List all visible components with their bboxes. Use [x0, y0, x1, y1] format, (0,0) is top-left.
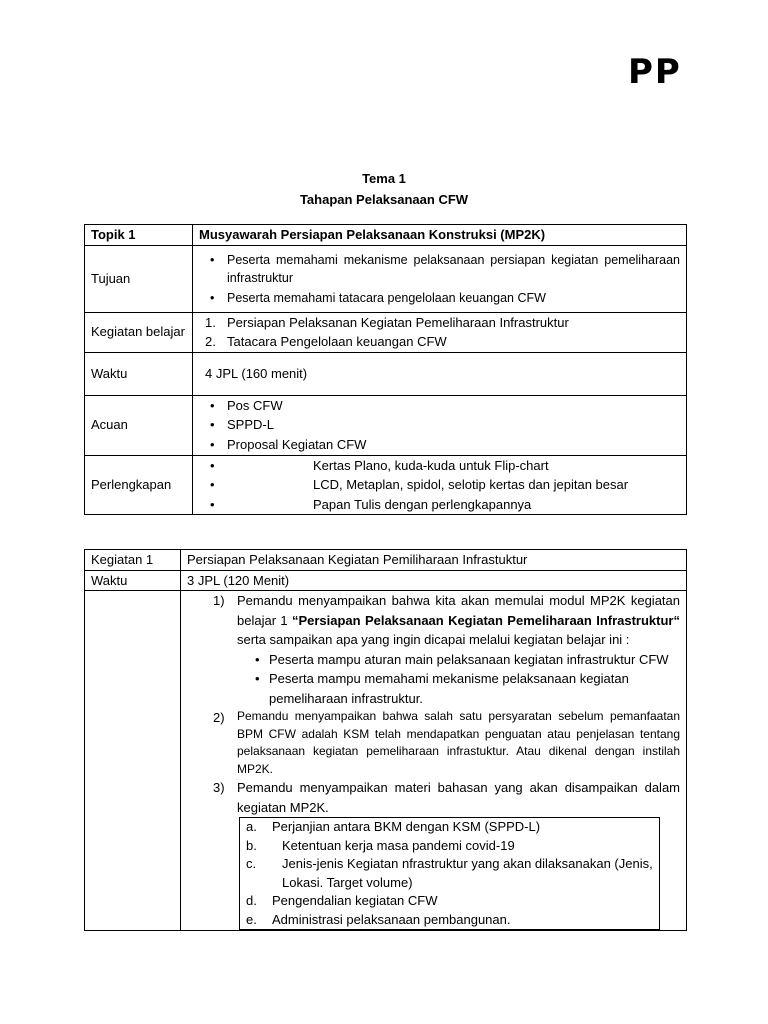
step-bullet: • Peserta mampu memahami mekanisme pelaksanaan kegiatan pemeliharaan infrastruktur.	[251, 669, 680, 708]
logo: PP	[628, 52, 682, 92]
equipment-item: • Papan Tulis dengan perlengkapannya	[199, 495, 680, 515]
reference-item: • Proposal Kegiatan CFW	[199, 435, 680, 455]
topic-value: Musyawarah Persiapan Pelaksanaan Konstruksi (MP2K)	[193, 225, 687, 246]
material-item: c. Jenis-jenis Kegiatan nfrastruktur yang akan dilaksanakan (Jenis, Lokasi. Target volume)	[246, 856, 653, 890]
material-box	[239, 817, 660, 930]
equipment-cell	[193, 455, 687, 515]
objective-item: • Peserta memahami mekanisme pelaksanaan persiapan kegiatan pemeliharaan infrastruktur	[199, 251, 680, 287]
activity-list	[199, 313, 680, 352]
step-text: Pemandu menyampaikan bahwa salah satu persyaratan sebelum pemanfaatan BPM CFW adalah KSM telah mendapatkan penguatan atau penjelasan tentang pelaksanaan kegiatan pemeliharaan infrastuktur. Atau dikenal dengan instilah MP2K.	[237, 709, 680, 776]
activity1-duration-value: 3 JPL (120 Menit)	[181, 570, 687, 591]
equipment-item: • Kertas Plano, kuda-kuda untuk Flip-chart	[199, 456, 680, 476]
step-item: 3) Pemandu menyampaikan materi bahasan yang akan disampaikan dalam kegiatan MP2K. a. Perjanjian antara BKM dengan KSM (SPPD-L) b. Ketentuan kerja masa pandemi covid-19 c. Jenis-jenis Kegiatan nfrastruktur yang akan dilaksanakan (Jenis, Lokasi. Target volume) d. Pengendalian kegiatan CFW e. Administrasi pelaksanaan pembangunan.	[213, 778, 680, 930]
objective-cell	[193, 245, 687, 312]
material-item: a. Perjanjian antara BKM dengan KSM (SPPD-L)	[246, 819, 541, 834]
reference-item: • SPPD-L	[199, 415, 680, 435]
duration-label: Waktu	[85, 352, 193, 395]
topic-label: Topik 1	[85, 225, 193, 246]
activity-item: 1. Persiapan Pelaksanan Kegiatan Pemeliharaan Infrastruktur	[205, 314, 569, 330]
theme-number: Tema 1	[362, 171, 406, 186]
material-item: d. Pengendalian kegiatan CFW	[246, 893, 438, 908]
step-bullet: • Peserta mampu aturan main pelaksanaan kegiatan infrastruktur CFW	[251, 650, 680, 670]
topic-table	[84, 224, 687, 515]
objective-list	[199, 251, 680, 307]
activity-label: Kegiatan belajar	[85, 312, 193, 352]
reference-list	[199, 396, 680, 455]
activity-item: 2. Tatacara Pengelolaan keuangan CFW	[205, 334, 447, 349]
steps-list	[181, 591, 686, 930]
reference-cell	[193, 395, 687, 455]
theme-title: Tahapan Pelaksanaan CFW	[299, 192, 469, 207]
steps-cell	[181, 591, 687, 931]
objective-label: Tujuan	[85, 245, 193, 312]
step-text: Pemandu menyampaikan materi bahasan yang akan disampaikan dalam kegiatan MP2K.	[237, 780, 680, 815]
reference-item: • Pos CFW	[199, 396, 680, 416]
activity-cell	[193, 312, 687, 352]
step-item: 1) Pemandu menyampaikan bahwa kita akan memulai modul MP2K kegiatan belajar 1 “Persiapan Pelaksanaan Kegiatan Pemeliharaan Infrastruktur“ serta sampaikan apa yang ingin dicapai melalui kegiatan belajar ini : • Peserta mampu aturan main pelaksanaan kegiatan infrastruktur CFW • Peserta mampu memahami mekanisme pelaksanaan kegiatan pemeliharaan infrastruktur.	[213, 591, 680, 708]
reference-label: Acuan	[85, 395, 193, 455]
step-text: Pemandu menyampaikan bahwa kita akan memulai modul MP2K kegiatan belajar 1 “Persiapan Pelaksanaan Kegiatan Pemeliharaan Infrastruktur“ serta sampaikan apa yang ingin dicapai melalui kegiatan belajar ini :	[237, 593, 680, 647]
activity1-label: Kegiatan 1	[85, 550, 181, 571]
equipment-item: • LCD, Metaplan, spidol, selotip kertas dan jepitan besar	[199, 475, 680, 495]
activity-table	[84, 549, 687, 931]
empty-cell	[85, 591, 181, 931]
material-item: e. Administrasi pelaksanaan pembangunan.	[246, 911, 511, 927]
activity1-duration-label: Waktu	[85, 570, 181, 591]
activity1-value: Persiapan Pelaksanaan Kegiatan Pemiliharaan Infrastuktur	[181, 550, 687, 571]
equipment-label: Perlengkapan	[85, 455, 193, 515]
duration-value: 4 JPL (160 menit)	[193, 352, 687, 395]
objective-item: • Peserta memahami tatacara pengelolaan keuangan CFW	[199, 289, 680, 307]
material-item: b. Ketentuan kerja masa pandemi covid-19	[246, 837, 515, 853]
title-block	[0, 168, 768, 210]
step-item: 2) Pemandu menyampaikan bahwa salah satu persyaratan sebelum pemanfaatan BPM CFW adalah KSM telah mendapatkan penguatan atau penjelasan tentang pelaksanaan kegiatan pemeliharaan infrastuktur. Atau dikenal dengan instilah MP2K.	[213, 708, 680, 778]
equipment-list	[199, 456, 680, 515]
